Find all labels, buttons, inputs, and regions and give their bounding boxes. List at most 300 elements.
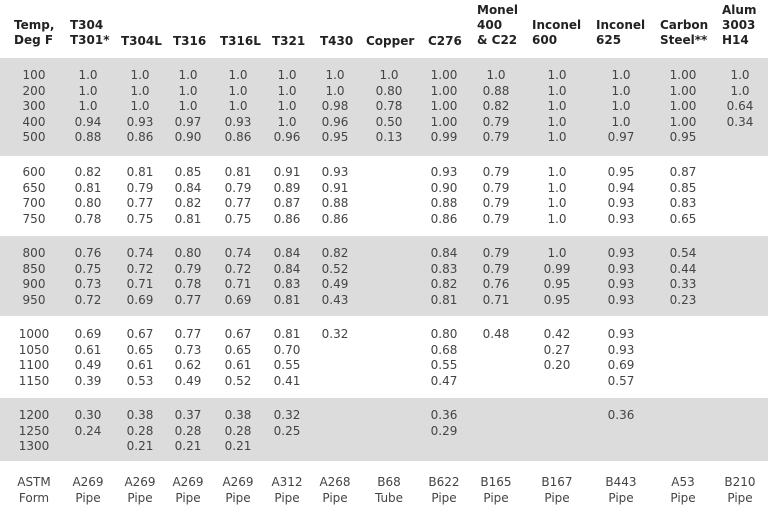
table-cell: 0.78 <box>375 99 403 113</box>
cell-group-t430 <box>311 327 359 389</box>
table-cell: 0.65 <box>126 342 154 357</box>
table-cell: 0.82 <box>321 246 349 260</box>
table-cell: 0.99 <box>543 261 571 276</box>
table-cell: 0.89 <box>273 180 301 195</box>
table-cell: 0.49 <box>74 358 102 372</box>
table-cell: 0.93 <box>607 261 635 276</box>
table-cell <box>597 439 645 455</box>
table-cell <box>311 358 359 374</box>
table-cell: 0.50 <box>375 114 403 129</box>
cell-group-t316 <box>164 165 212 227</box>
table-cell <box>311 374 359 390</box>
table-cell: 0.71 <box>126 277 154 291</box>
table-cell <box>659 408 707 424</box>
table-cell <box>533 408 581 424</box>
cell-group-t304l <box>116 165 164 227</box>
table-cell <box>64 439 112 455</box>
table-cell: 0.84 <box>273 261 301 276</box>
table-cell: 0.21 <box>126 439 154 453</box>
astm-line: Pipe <box>608 491 634 505</box>
table-cell: 1.0 <box>228 99 248 113</box>
table-cell: 0.81 <box>174 211 202 226</box>
cell-group-t321 <box>263 68 311 146</box>
table-cell <box>716 181 764 197</box>
table-cell <box>597 424 645 440</box>
cell-group-alum <box>716 165 764 227</box>
table-cell: 0.74 <box>224 246 252 260</box>
cell-group-t316 <box>164 68 212 146</box>
cell-group-t430 <box>311 246 359 308</box>
column-header-line: Steel** <box>660 33 708 47</box>
column-header-copper <box>366 34 414 49</box>
table-cell: 0.54 <box>669 246 697 260</box>
cell-group-inc625 <box>597 246 645 308</box>
table-cell: 0.86 <box>273 211 301 226</box>
table-cell <box>365 277 413 293</box>
astm-line: B210 <box>724 475 756 489</box>
astm-line: Pipe <box>274 491 300 505</box>
table-cell: 0.81 <box>74 180 102 195</box>
table-cell: 1.0 <box>325 83 345 98</box>
table-cell: 0.82 <box>74 165 102 179</box>
table-cell <box>472 408 520 424</box>
table-cell: 0.75 <box>126 211 154 226</box>
table-cell: 0.88 <box>482 83 510 98</box>
cell-group-c276 <box>420 165 468 227</box>
table-cell: 0.86 <box>126 130 154 144</box>
table-cell <box>716 408 764 424</box>
table-cell: 0.82 <box>430 277 458 291</box>
table-cell: 0.28 <box>126 423 154 438</box>
table-cell: 0.38 <box>224 408 252 422</box>
column-header-line: C276 <box>428 34 462 48</box>
table-cell: 0.86 <box>430 211 458 226</box>
table-cell: 0.96 <box>273 130 301 144</box>
table-cell: 0.23 <box>669 292 697 307</box>
table-cell: 0.55 <box>273 358 301 372</box>
table-cell: 1.0 <box>130 99 150 113</box>
table-cell <box>716 212 764 228</box>
astm-form-temp <box>8 474 60 506</box>
table-cell: 500 <box>22 130 46 144</box>
column-header-line: Alum <box>722 3 757 17</box>
table-cell: 0.48 <box>482 327 510 341</box>
table-cell: 0.96 <box>321 114 349 129</box>
column-header-alum <box>722 3 756 48</box>
table-cell: 600 <box>22 165 46 179</box>
table-cell: 0.85 <box>174 165 202 179</box>
table-cell: 1.0 <box>78 83 98 98</box>
table-cell: 0.75 <box>74 261 102 276</box>
column-header-line: Copper <box>366 34 415 48</box>
table-cell: 0.73 <box>174 342 202 357</box>
table-cell: 0.79 <box>482 196 510 210</box>
table-cell: 0.81 <box>273 327 301 341</box>
table-cell: 0.80 <box>74 196 102 210</box>
table-cell: 0.94 <box>607 180 635 195</box>
table-cell <box>716 277 764 293</box>
astm-line: Form <box>18 491 50 505</box>
column-header-carbon <box>660 18 708 48</box>
table-cell: 0.80 <box>430 327 458 341</box>
table-cell: 0.93 <box>607 327 635 341</box>
table-cell: 0.86 <box>321 211 349 226</box>
table-cell <box>716 262 764 278</box>
astm-line: A269 <box>172 475 204 489</box>
table-cell: 0.73 <box>74 277 102 291</box>
table-cell: 0.90 <box>174 130 202 144</box>
table-cell: 0.37 <box>174 408 202 422</box>
table-cell: 0.80 <box>375 83 403 98</box>
cell-group-inc600 <box>533 408 581 455</box>
cell-group-t304l <box>116 246 164 308</box>
table-cell: 0.93 <box>607 292 635 307</box>
table-cell: 0.83 <box>430 261 458 276</box>
table-cell: 0.72 <box>74 292 102 307</box>
table-cell: 1.00 <box>669 83 697 98</box>
table-cell <box>365 358 413 374</box>
cell-group-inc625 <box>597 68 645 146</box>
table-cell: 1.0 <box>547 130 567 144</box>
table-cell: 0.29 <box>430 423 458 438</box>
cell-group-copper <box>365 68 413 146</box>
table-cell: 0.88 <box>74 130 102 144</box>
cell-group-copper <box>365 246 413 308</box>
table-cell: 0.93 <box>607 246 635 260</box>
astm-line: ASTM <box>17 475 51 489</box>
column-header-line: Inconel <box>532 18 582 32</box>
cell-group-c276 <box>420 68 468 146</box>
table-cell: 0.28 <box>174 423 202 438</box>
astm-line: Pipe <box>225 491 251 505</box>
table-cell: 0.52 <box>224 373 252 388</box>
column-header-line: Monel <box>477 3 518 17</box>
cell-group-alum <box>716 68 764 146</box>
table-cell: 0.21 <box>224 439 252 453</box>
cell-group-t316 <box>164 246 212 308</box>
astm-form-alum <box>714 474 766 506</box>
table-cell: 0.71 <box>482 292 510 307</box>
table-cell: 0.77 <box>174 327 202 341</box>
cell-group-inc600 <box>533 165 581 227</box>
table-cell: 0.13 <box>375 130 403 144</box>
table-cell: 0.79 <box>482 246 510 260</box>
table-cell: 0.43 <box>321 292 349 307</box>
table-cell: 0.79 <box>482 130 510 144</box>
astm-line: Tube <box>374 491 404 505</box>
cell-group-alum <box>716 246 764 308</box>
table-cell: 0.79 <box>482 114 510 129</box>
astm-line: Pipe <box>75 491 101 505</box>
column-header-line: Inconel <box>596 18 646 32</box>
table-cell: 1.0 <box>325 68 345 82</box>
table-cell <box>420 439 468 455</box>
astm-form-t304l <box>114 474 166 506</box>
cell-group-c276 <box>420 246 468 308</box>
table-cell: 0.95 <box>543 277 571 291</box>
column-header-c276 <box>428 34 462 49</box>
table-cell: 0.61 <box>126 358 154 372</box>
astm-line: Pipe <box>127 491 153 505</box>
table-cell: 1.0 <box>611 68 631 82</box>
table-cell: 1.00 <box>430 99 458 113</box>
table-cell <box>716 130 764 146</box>
table-cell <box>472 424 520 440</box>
cell-group-t304 <box>64 327 112 389</box>
table-cell: 0.69 <box>607 358 635 372</box>
table-cell: 0.61 <box>224 358 252 372</box>
astm-form-c276 <box>418 474 470 506</box>
cell-group-t316l <box>214 327 262 389</box>
astm-form-t321 <box>261 474 313 506</box>
table-cell: 1150 <box>18 373 50 388</box>
table-cell: 0.83 <box>273 277 301 291</box>
table-cell: 1.00 <box>669 99 697 113</box>
cell-group-copper <box>365 327 413 389</box>
table-cell: 0.95 <box>607 165 635 179</box>
cell-group-t321 <box>263 165 311 227</box>
table-cell: 0.91 <box>321 180 349 195</box>
cell-group-monel <box>472 165 520 227</box>
table-cell: 1.0 <box>130 83 150 98</box>
table-cell: 1.0 <box>547 211 567 226</box>
table-cell: 0.72 <box>126 261 154 276</box>
table-cell: 0.67 <box>224 327 252 341</box>
astm-form-inc625 <box>595 474 647 506</box>
table-cell: 0.77 <box>126 196 154 210</box>
cell-group-t316 <box>164 327 212 389</box>
table-cell <box>365 165 413 181</box>
cell-group-c276 <box>420 327 468 389</box>
table-cell <box>365 424 413 440</box>
table-cell: 0.28 <box>224 423 252 438</box>
table-cell: 1.0 <box>379 68 399 82</box>
cell-group-carbon <box>659 408 707 455</box>
table-cell: 1250 <box>18 423 50 438</box>
table-cell: 0.84 <box>273 246 301 260</box>
table-cell <box>365 374 413 390</box>
table-cell <box>365 408 413 424</box>
table-cell: 1.00 <box>430 114 458 129</box>
table-cell: 1100 <box>18 358 50 372</box>
astm-line: A269 <box>222 475 254 489</box>
astm-line: A312 <box>271 475 303 489</box>
table-cell: 0.93 <box>126 114 154 129</box>
cell-group-alum <box>716 408 764 455</box>
cell-group-alum <box>716 327 764 389</box>
cell-group-inc600 <box>533 246 581 308</box>
table-cell: 0.62 <box>174 358 202 372</box>
table-cell: 0.78 <box>74 211 102 226</box>
table-cell <box>716 358 764 374</box>
table-cell: 0.34 <box>726 114 754 129</box>
table-cell: 1200 <box>18 408 50 422</box>
table-cell: 0.77 <box>174 292 202 307</box>
table-cell <box>659 327 707 343</box>
cell-group-monel <box>472 408 520 455</box>
table-cell: 200 <box>22 83 46 98</box>
table-cell <box>311 408 359 424</box>
astm-line: B167 <box>541 475 573 489</box>
table-cell: 0.70 <box>273 342 301 357</box>
table-cell: 1.0 <box>547 99 567 113</box>
table-cell: 1.0 <box>277 114 297 129</box>
column-header-monel <box>477 3 518 48</box>
table-cell: 0.86 <box>224 130 252 144</box>
cell-group-temp <box>10 68 58 146</box>
table-cell: 400 <box>22 114 46 129</box>
table-cell: 0.91 <box>273 165 301 179</box>
table-cell <box>659 424 707 440</box>
cell-group-t316l <box>214 68 262 146</box>
cell-group-t430 <box>311 68 359 146</box>
table-cell: 1300 <box>18 439 50 453</box>
table-cell: 0.82 <box>174 196 202 210</box>
table-cell: 1.0 <box>178 68 198 82</box>
cell-group-inc600 <box>533 327 581 389</box>
table-cell: 0.93 <box>607 277 635 291</box>
table-cell: 0.67 <box>126 327 154 341</box>
astm-form-copper <box>363 474 415 506</box>
table-cell: 0.97 <box>174 114 202 129</box>
column-header-line: T321 <box>272 34 306 48</box>
column-header-t316 <box>173 34 206 49</box>
table-cell <box>472 343 520 359</box>
cell-group-inc625 <box>597 408 645 455</box>
column-header-line: 600 <box>532 33 558 47</box>
table-cell: 1.0 <box>277 68 297 82</box>
table-cell: 0.44 <box>669 261 697 276</box>
cell-group-carbon <box>659 327 707 389</box>
table-cell: 0.33 <box>669 277 697 291</box>
table-cell <box>716 374 764 390</box>
astm-line: A268 <box>319 475 351 489</box>
table-cell: 0.79 <box>482 261 510 276</box>
cell-group-t304 <box>64 408 112 455</box>
table-cell: 0.93 <box>430 165 458 179</box>
cell-group-t321 <box>263 408 311 455</box>
astm-line: B443 <box>605 475 637 489</box>
table-cell: 1.0 <box>178 99 198 113</box>
table-cell: 0.88 <box>321 196 349 210</box>
astm-form-t304 <box>62 474 114 506</box>
table-cell <box>311 424 359 440</box>
cell-group-inc625 <box>597 165 645 227</box>
table-cell: 0.32 <box>273 408 301 422</box>
table-cell: 0.95 <box>543 292 571 307</box>
cell-group-inc625 <box>597 327 645 389</box>
table-cell: 0.57 <box>607 373 635 388</box>
table-cell: 0.99 <box>430 130 458 144</box>
table-cell: 0.95 <box>321 130 349 144</box>
column-header-line: T316 <box>173 34 207 48</box>
table-cell <box>716 165 764 181</box>
table-cell: 0.71 <box>224 277 252 291</box>
table-cell: 0.74 <box>126 246 154 260</box>
table-cell: 0.32 <box>321 327 349 341</box>
astm-form-inc600 <box>531 474 583 506</box>
table-cell: 1.0 <box>547 196 567 210</box>
column-header-inc625 <box>596 18 645 48</box>
astm-line: B68 <box>377 475 401 489</box>
table-cell: 700 <box>22 196 46 210</box>
astm-line: B165 <box>480 475 512 489</box>
table-cell: 0.61 <box>74 342 102 357</box>
column-header-line: Carbon <box>660 18 709 32</box>
table-cell: 0.94 <box>74 114 102 129</box>
table-cell: 0.93 <box>321 165 349 179</box>
table-cell: 0.52 <box>321 261 349 276</box>
table-cell: 750 <box>22 211 46 226</box>
table-cell: 0.20 <box>543 358 571 372</box>
cell-group-t316l <box>214 246 262 308</box>
table-cell: 1.0 <box>730 68 750 82</box>
table-cell: 0.49 <box>174 373 202 388</box>
astm-line: Pipe <box>727 491 753 505</box>
astm-form-monel <box>470 474 522 506</box>
cell-group-copper <box>365 165 413 227</box>
table-cell: 0.49 <box>321 277 349 291</box>
column-header-line: T304 <box>70 18 104 32</box>
table-cell: 1.0 <box>78 68 98 82</box>
table-cell: 0.79 <box>482 180 510 195</box>
table-cell: 0.81 <box>430 292 458 307</box>
column-header-line: H14 <box>722 33 749 47</box>
astm-line: A53 <box>671 475 695 489</box>
table-cell: 0.79 <box>126 180 154 195</box>
column-header-line: 625 <box>596 33 622 47</box>
table-cell: 0.84 <box>174 180 202 195</box>
table-cell: 1.0 <box>228 83 248 98</box>
table-cell: 0.69 <box>126 292 154 307</box>
astm-line: Pipe <box>670 491 696 505</box>
table-cell: 0.39 <box>74 373 102 388</box>
table-cell <box>659 374 707 390</box>
table-cell: 0.68 <box>430 342 458 357</box>
astm-line: Pipe <box>431 491 457 505</box>
table-cell: 1.0 <box>547 68 567 82</box>
table-cell: 0.21 <box>174 439 202 453</box>
table-cell: 0.65 <box>224 342 252 357</box>
table-cell: 0.79 <box>482 211 510 226</box>
table-cell: 1.0 <box>547 180 567 195</box>
column-header-t304 <box>70 18 110 48</box>
column-header-line: Temp, <box>14 18 55 32</box>
cell-group-t316l <box>214 165 262 227</box>
table-cell <box>365 181 413 197</box>
table-cell: 1.0 <box>547 114 567 129</box>
table-cell: 1050 <box>18 342 50 357</box>
table-cell: 0.47 <box>430 373 458 388</box>
table-cell: 1.0 <box>486 68 506 82</box>
column-header-line: T316L <box>220 34 261 48</box>
column-header-temp <box>14 18 54 48</box>
cell-group-carbon <box>659 165 707 227</box>
table-cell: 100 <box>22 68 46 82</box>
table-cell <box>263 439 311 455</box>
table-cell <box>716 424 764 440</box>
table-cell: 1000 <box>18 327 50 341</box>
table-cell: 1.0 <box>547 246 567 260</box>
table-cell <box>365 439 413 455</box>
table-cell: 0.87 <box>273 196 301 210</box>
table-cell: 0.87 <box>669 165 697 179</box>
table-cell: 1.0 <box>730 83 750 98</box>
table-cell: 1.0 <box>78 99 98 113</box>
cell-group-t304 <box>64 68 112 146</box>
cell-group-t304l <box>116 408 164 455</box>
table-cell: 0.84 <box>430 246 458 260</box>
